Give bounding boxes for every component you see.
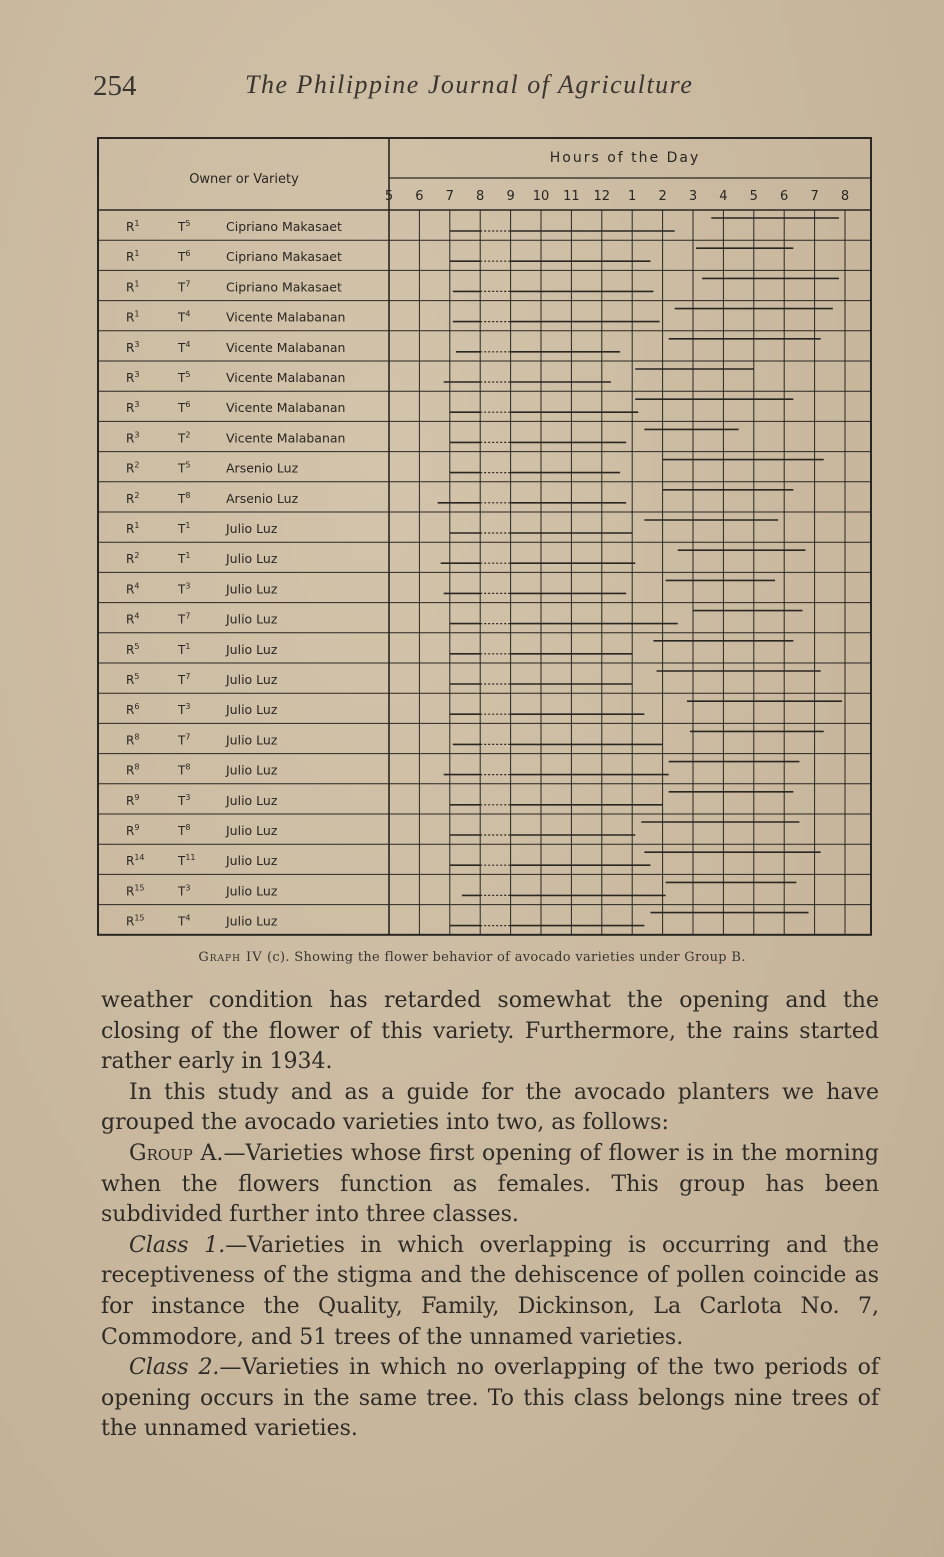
row-t-label: $T^5$ <box>178 219 191 234</box>
row-owner-name: Julio Luz <box>226 672 278 687</box>
row-t-label: $T^3$ <box>178 792 191 808</box>
row-r-number: 4 <box>134 581 140 591</box>
row-t-number: 6 <box>185 400 191 410</box>
row-r-label: $R^{14}$ <box>126 853 145 869</box>
row-owner-name: Cipriano Makasaet <box>226 279 342 295</box>
row-t-label: $T^3$ <box>178 883 191 899</box>
hour-label: 6 <box>780 189 789 204</box>
row-t-number: 7 <box>185 672 191 681</box>
row-labels <box>126 219 345 929</box>
row-t-label: $T^5$ <box>178 370 191 385</box>
row-owner-name: Julio Luz <box>226 732 278 748</box>
row-owner-name: Julio Luz <box>226 702 278 718</box>
row-owner-name: Julio Luz <box>226 521 278 536</box>
hour-label: 5 <box>384 189 394 204</box>
row-t-number: 4 <box>185 309 191 319</box>
row-t-label: $T^1$ <box>178 551 191 567</box>
row-t-number: 3 <box>185 883 191 893</box>
row-owner-name: Julio Luz <box>226 792 278 808</box>
row-t-number: 3 <box>185 792 191 802</box>
row-t-label: $T^3$ <box>178 581 191 597</box>
row-r-label: $R^1$ <box>126 309 140 325</box>
row-r-label: $R^8$ <box>126 762 140 778</box>
row-r-label: $R^4$ <box>126 611 140 627</box>
row-t-label: $T^7$ <box>178 279 191 295</box>
row-t-number: 1 <box>185 521 191 530</box>
row-t-number: 7 <box>185 279 191 289</box>
row-owner-name: Arsenio Luz <box>226 490 299 506</box>
row-r-label: $R^4$ <box>126 581 140 597</box>
row-owner-name: Julio Luz <box>226 883 278 899</box>
row-r-label: $R^5$ <box>126 641 140 657</box>
row-owner-name: Julio Luz <box>226 823 278 838</box>
hour-label: 10 <box>532 189 550 204</box>
running-head: The Philippine Journal of Agriculture <box>245 70 694 99</box>
row-owner-name: Julio Luz <box>226 581 278 597</box>
hour-label: 8 <box>476 189 485 204</box>
row-r-number: 4 <box>134 611 140 621</box>
row-t-number: 8 <box>185 823 191 832</box>
row-r-label: $R^{15}$ <box>126 913 145 929</box>
paragraph-4 <box>101 1231 879 1353</box>
row-t-label: $T^1$ <box>178 521 191 536</box>
row-r-number: 6 <box>134 702 140 712</box>
row-t-label: $T^4$ <box>178 339 191 355</box>
row-owner-name: Julio Luz <box>226 853 278 869</box>
row-t-number: 5 <box>185 370 191 379</box>
row-r-number: 9 <box>134 792 140 802</box>
owner-header: Owner or Variety <box>189 172 299 187</box>
row-owner-name: Vicente Malabanan <box>226 370 346 385</box>
row-r-label: $R^8$ <box>126 732 140 748</box>
row-t-label: $T^7$ <box>178 732 191 748</box>
paragraph-1: weather condition has retarded somewhat the opening and the closing of the flower of this variety. Furthermore, the rains started rather early in 1934. <box>101 988 879 1075</box>
row-t-label: $T^3$ <box>178 702 191 718</box>
row-r-label: $R^1$ <box>126 219 140 234</box>
hour-label: 5 <box>749 189 758 204</box>
row-owner-name: Vicente Malabanan <box>226 430 346 446</box>
row-t-number: 5 <box>185 460 191 470</box>
row-r-number: 15 <box>134 913 145 923</box>
row-r-number: 1 <box>134 219 140 228</box>
row-owner-name: Julio Luz <box>226 611 278 627</box>
row-t-number: 7 <box>185 732 191 742</box>
row-r-number: 8 <box>134 732 140 742</box>
hour-labels <box>385 189 849 204</box>
paragraph-2: In this study and as a guide for the avocado planters we have grouped the avocado varieties into two, as follows: <box>101 1079 879 1136</box>
row-r-number: 9 <box>134 823 140 832</box>
row-t-number: 6 <box>185 249 191 259</box>
row-owner-name: Vicente Malabanan <box>226 309 346 325</box>
hours-header: Hours of the Day <box>549 150 701 166</box>
hour-label: 8 <box>840 189 850 204</box>
caption-label: Graph IV <box>198 950 263 965</box>
row-r-label: $R^1$ <box>126 279 140 295</box>
caption-text: Showing the flower behavior of avocado varieties under Group B. <box>294 950 746 965</box>
row-t-label: $T^6$ <box>178 400 191 416</box>
row-r-number: 3 <box>134 370 140 379</box>
row-r-label: $R^3$ <box>126 339 140 355</box>
row-t-label: $T^4$ <box>178 913 191 929</box>
row-t-label: $T^8$ <box>178 490 191 506</box>
row-owner-name: Arsenio Luz <box>226 460 299 476</box>
paragraph-5 <box>101 1353 879 1445</box>
row-r-label: $R^3$ <box>126 370 140 385</box>
body-text <box>101 986 879 1445</box>
row-r-label: $R^2$ <box>126 460 140 476</box>
row-r-number: 5 <box>134 641 140 651</box>
row-t-label: $T^6$ <box>178 249 191 265</box>
row-r-number: 1 <box>134 249 140 259</box>
caption-part: (c). <box>267 950 290 965</box>
row-r-number: 1 <box>134 279 140 289</box>
row-r-label: $R^5$ <box>126 672 140 687</box>
row-r-label: $R^9$ <box>126 823 140 838</box>
row-r-label: $R^3$ <box>126 400 140 416</box>
group-a-heading: Group A. <box>129 1140 224 1166</box>
row-t-number: 4 <box>185 339 191 349</box>
row-t-label: $T^2$ <box>178 430 191 446</box>
row-t-label: $T^4$ <box>178 309 191 325</box>
row-r-label: $R^2$ <box>126 490 140 506</box>
row-r-number: 3 <box>134 430 140 440</box>
row-r-label: $R^{15}$ <box>126 883 145 899</box>
row-r-number: 8 <box>134 762 140 772</box>
row-t-number: 1 <box>185 551 191 561</box>
row-marks <box>438 218 842 926</box>
row-r-number: 2 <box>134 551 140 561</box>
class-2-text: —Varieties in which no overlapping of the two periods of opening occurs in the same tree. To this class belongs nine trees of the unnamed varieties. <box>101 1355 879 1442</box>
row-r-label: $R^1$ <box>126 249 140 265</box>
row-t-number: 3 <box>185 702 191 712</box>
row-r-number: 1 <box>134 309 140 319</box>
row-r-label: $R^1$ <box>126 521 140 536</box>
paragraph-3 <box>101 1139 879 1231</box>
row-r-label: $R^3$ <box>126 430 140 446</box>
row-r-label: $R^2$ <box>126 551 140 567</box>
row-r-number: 14 <box>134 853 145 863</box>
row-r-number: 1 <box>134 521 140 530</box>
graph-header <box>189 150 700 187</box>
row-t-number: 7 <box>185 611 191 621</box>
row-t-number: 11 <box>185 853 196 863</box>
row-t-label: $T^8$ <box>178 823 191 838</box>
row-owner-name: Julio Luz <box>226 641 278 657</box>
page-number: 254 <box>93 70 137 102</box>
row-owner-name: Julio Luz <box>226 913 278 929</box>
row-owner-name: Julio Luz <box>226 551 278 567</box>
hour-label: 4 <box>719 189 728 204</box>
graph-frame <box>98 138 871 935</box>
row-t-number: 4 <box>185 913 191 923</box>
row-r-label: $R^9$ <box>126 792 140 808</box>
row-owner-name: Vicente Malabanan <box>226 400 346 416</box>
row-owner-name: Vicente Malabanan <box>226 339 346 355</box>
row-r-number: 2 <box>134 460 140 470</box>
row-r-number: 5 <box>134 672 140 681</box>
row-t-number: 1 <box>185 641 191 651</box>
group-a-text: —Varieties whose first opening of flower is in the morning when the flowers function as females. This group has been subdivided further into three classes. <box>101 1140 879 1228</box>
row-t-number: 5 <box>185 219 191 228</box>
graph-caption <box>0 950 944 965</box>
hour-label: 9 <box>506 189 515 204</box>
row-owner-name: Julio Luz <box>226 762 278 778</box>
graph-border <box>98 138 871 935</box>
row-t-label: $T^{11}$ <box>178 853 196 869</box>
class-1-text: —Varieties in which overlapping is occurring and the receptiveness of the stigma and the dehiscence of pollen coincide as for instance the Quality, Family, Dickinson, La Carlota No. 7, Commodore, and 51 trees of the unnamed varieties. <box>101 1232 879 1350</box>
hour-label: 11 <box>563 189 580 204</box>
row-owner-name: Cipriano Makasaet <box>226 219 342 234</box>
row-r-number: 3 <box>134 339 140 349</box>
row-t-label: $T^7$ <box>178 611 191 627</box>
row-t-label: $T^5$ <box>178 460 191 476</box>
row-t-number: 8 <box>185 490 191 500</box>
hour-label: 7 <box>445 189 454 204</box>
hour-label: 1 <box>628 189 637 204</box>
class-1-heading: Class 1. <box>129 1232 226 1258</box>
row-r-number: 3 <box>134 400 140 410</box>
class-2-heading: Class 2. <box>129 1355 220 1381</box>
row-r-label: $R^6$ <box>126 702 140 718</box>
row-t-label: $T^8$ <box>178 762 191 778</box>
row-t-number: 2 <box>185 430 191 440</box>
hour-label: 3 <box>688 189 698 204</box>
row-r-number: 2 <box>134 490 140 500</box>
row-owner-name: Cipriano Makasaet <box>226 249 342 265</box>
row-t-label: $T^1$ <box>178 641 191 657</box>
row-t-label: $T^7$ <box>178 672 191 687</box>
hour-label: 12 <box>593 189 611 204</box>
row-t-number: 3 <box>185 581 191 591</box>
row-t-number: 8 <box>185 762 191 772</box>
row-r-number: 15 <box>134 883 145 893</box>
hour-label: 7 <box>810 189 819 204</box>
hour-label: 2 <box>658 189 667 204</box>
hour-label: 6 <box>415 189 424 204</box>
